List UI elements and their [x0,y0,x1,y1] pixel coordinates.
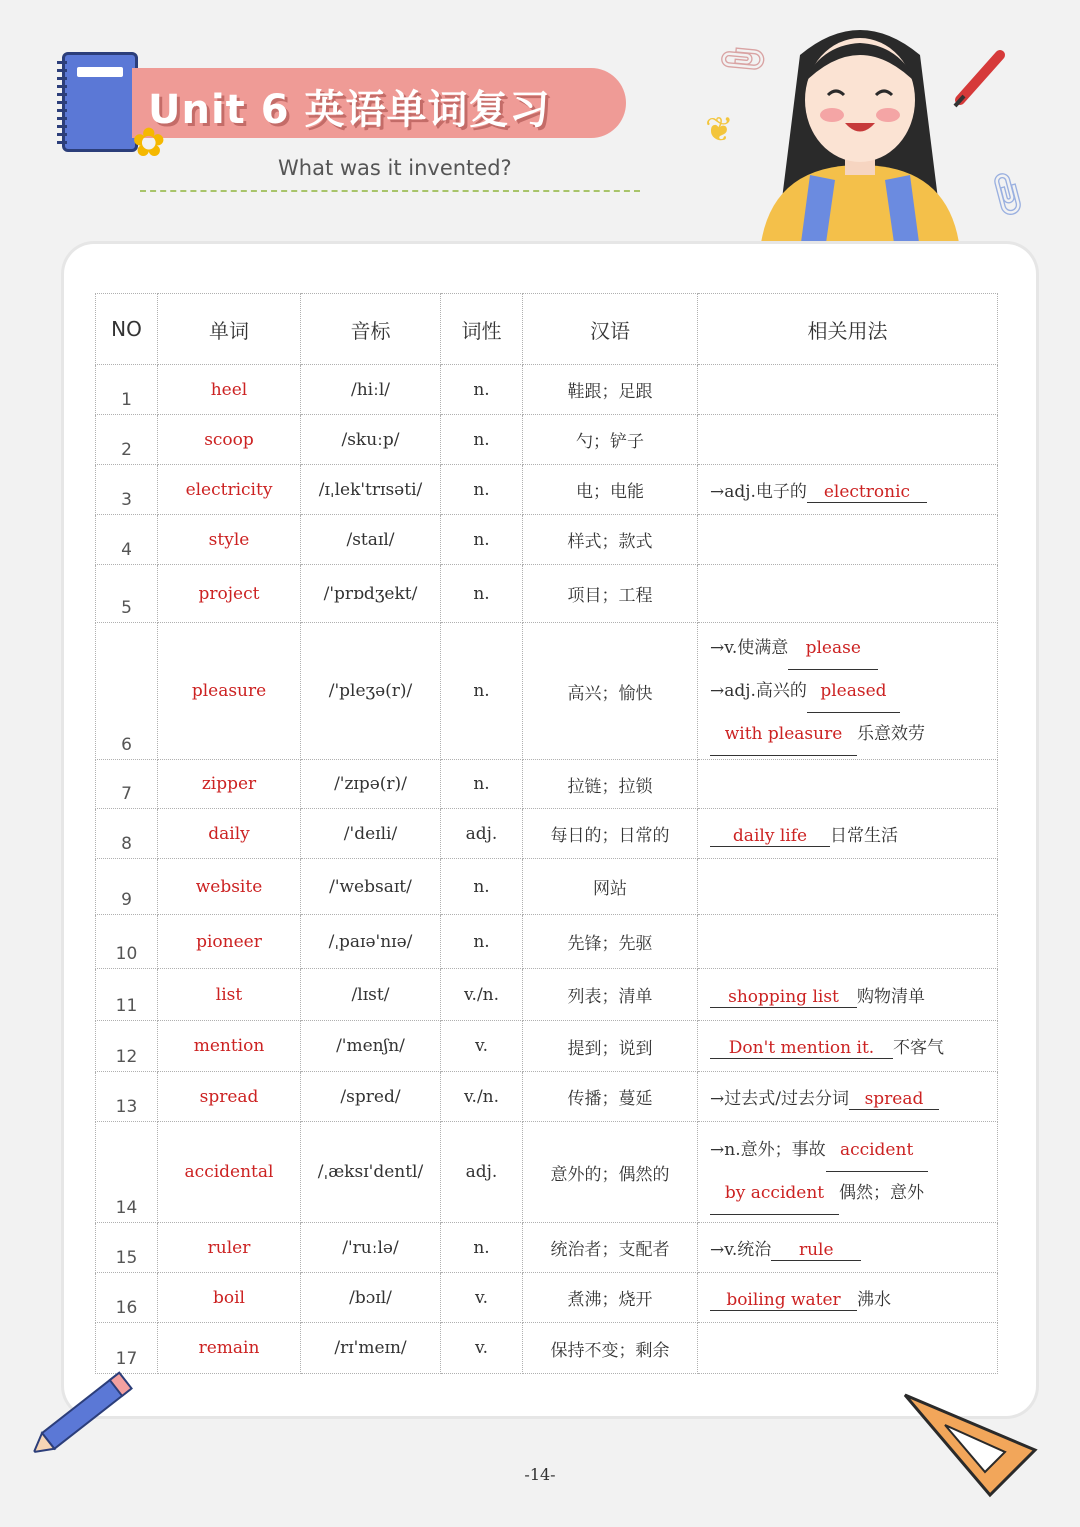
usage-answer: electronic [807,482,927,503]
word-cell: list [158,969,301,1021]
word-cell: accidental [158,1122,301,1223]
usage-prefix: →adj.高兴的 [710,680,807,701]
usage-answer: accident [826,1129,928,1172]
row-number: 5 [96,565,158,623]
usage-line [710,1033,997,1059]
usage-answer: rule [771,1240,861,1261]
usage-line [710,1235,997,1261]
pos-cell: n. [441,859,523,915]
chinese-cell: 项目；工程 [523,565,698,623]
usage-suffix: 偶然；意外 [839,1183,924,1203]
phonetic-cell: /ˌpaɪə'nɪə/ [301,915,441,969]
chinese-cell: 网站 [523,859,698,915]
phonetic-cell: /rɪ'meɪn/ [301,1323,441,1374]
usage-line [710,627,997,670]
usage-answer: please [788,627,878,670]
word-cell: style [158,515,301,565]
usage-cell [698,969,998,1021]
usage-suffix: 乐意效劳 [857,723,925,744]
pos-cell: v./n. [441,969,523,1021]
table-row [96,969,998,1021]
pos-cell: n. [441,623,523,760]
usage-prefix: →adj.电子的 [710,481,807,502]
row-number: 4 [96,515,158,565]
usage-line [710,821,997,847]
phonetic-cell: /bɔɪl/ [301,1273,441,1323]
table-row [96,915,998,969]
table-row [96,1021,998,1072]
table-row [96,623,998,760]
usage-cell [698,1122,998,1223]
usage-cell [698,859,998,915]
butterfly-icon: ❦ [705,110,734,150]
usage-cell [698,565,998,623]
chinese-cell: 提到；说到 [523,1021,698,1072]
pos-cell: v./n. [441,1072,523,1122]
word-cell: zipper [158,760,301,809]
usage-suffix: 日常生活 [830,825,898,846]
row-number: 2 [96,415,158,465]
phonetic-cell: /ɪˌlek'trɪsəti/ [301,465,441,515]
chinese-cell: 每日的；日常的 [523,809,698,859]
pos-cell: n. [441,760,523,809]
chinese-cell: 先锋；先驱 [523,915,698,969]
word-cell: electricity [158,465,301,515]
word-cell: pioneer [158,915,301,969]
pos-cell: n. [441,565,523,623]
table-row [96,1323,998,1374]
paperclip-icon: 📎︎ [714,30,773,90]
word-cell: ruler [158,1223,301,1273]
row-number: 16 [96,1273,158,1323]
chinese-cell: 勺；铲子 [523,415,698,465]
row-number: 9 [96,859,158,915]
pos-cell: v. [441,1021,523,1072]
table-row [96,1122,998,1223]
pos-cell: n. [441,915,523,969]
usage-line [710,1285,997,1311]
chinese-cell: 煮沸；烧开 [523,1273,698,1323]
usage-cell [698,465,998,515]
row-number: 17 [96,1323,158,1374]
usage-line [710,1172,997,1215]
word-cell: website [158,859,301,915]
usage-line [710,982,997,1008]
table-row [96,1273,998,1323]
usage-cell [698,915,998,969]
usage-cell [698,623,998,760]
usage-cell [698,1072,998,1122]
table-row [96,515,998,565]
phonetic-cell: /lɪst/ [301,969,441,1021]
usage-line [710,477,997,503]
usage-prefix: →v.使满意 [710,637,789,658]
usage-line [710,713,997,756]
phonetic-cell: /'menʃn/ [301,1021,441,1072]
row-number: 14 [96,1122,158,1223]
row-number: 10 [96,915,158,969]
usage-answer: by accident [710,1172,839,1215]
usage-cell [698,1273,998,1323]
pos-cell: n. [441,465,523,515]
chinese-cell: 鞋跟；足跟 [523,365,698,415]
table-row [96,465,998,515]
table-row [96,859,998,915]
usage-prefix: →v.统治 [710,1239,772,1260]
notebook-icon [62,52,138,152]
page-number: -14- [524,1465,556,1484]
usage-answer: Don't mention it. [710,1038,893,1059]
usage-cell [698,365,998,415]
row-number: 8 [96,809,158,859]
word-cell: spread [158,1072,301,1122]
page-subtitle: What was it invented? [278,156,512,180]
word-cell: boil [158,1273,301,1323]
pos-cell: v. [441,1273,523,1323]
phonetic-cell: /'ruːlə/ [301,1223,441,1273]
table-row [96,1072,998,1122]
header-phonetic: 音标 [301,294,441,365]
word-cell: mention [158,1021,301,1072]
chinese-cell: 高兴；愉快 [523,623,698,760]
phonetic-cell: /ˌæksɪ'dentl/ [301,1122,441,1223]
usage-suffix: 不客气 [893,1038,944,1058]
usage-answer: daily life [710,826,830,847]
usage-line [710,670,997,713]
usage-prefix: →过去式/过去分词 [710,1088,849,1109]
chinese-cell: 列表；清单 [523,969,698,1021]
girl-illustration [740,15,980,250]
word-cell: scoop [158,415,301,465]
page-title: Unit 6 英语单词复习 [148,87,551,133]
row-number: 7 [96,760,158,809]
chinese-cell: 传播；蔓延 [523,1072,698,1122]
chinese-cell: 样式；款式 [523,515,698,565]
pos-cell: n. [441,515,523,565]
table-row [96,415,998,465]
word-cell: remain [158,1323,301,1374]
phonetic-cell: /staɪl/ [301,515,441,565]
word-cell: heel [158,365,301,415]
phonetic-cell: /spred/ [301,1072,441,1122]
usage-answer: with pleasure [710,713,857,756]
word-cell: pleasure [158,623,301,760]
chinese-cell: 意外的；偶然的 [523,1122,698,1223]
usage-cell [698,1223,998,1273]
row-number: 15 [96,1223,158,1273]
table-row [96,1223,998,1273]
usage-cell [698,1021,998,1072]
pos-cell: adj. [441,809,523,859]
pos-cell: n. [441,365,523,415]
table-row [96,760,998,809]
usage-line [710,1129,997,1172]
row-number: 11 [96,969,158,1021]
paperclip-icon: 📎︎ [977,166,1036,224]
phonetic-cell: /'prɒdʒekt/ [301,565,441,623]
vocabulary-table [95,293,998,1374]
usage-suffix: 沸水 [857,1289,891,1310]
chinese-cell: 统治者；支配者 [523,1223,698,1273]
row-number: 13 [96,1072,158,1122]
chinese-cell: 电；电能 [523,465,698,515]
row-number: 12 [96,1021,158,1072]
phonetic-cell: /'zɪpə(r)/ [301,760,441,809]
header-chinese: 汉语 [523,294,698,365]
phonetic-cell: /'websaɪt/ [301,859,441,915]
header-pos: 词性 [441,294,523,365]
phonetic-cell: /'deɪli/ [301,809,441,859]
row-number: 1 [96,365,158,415]
usage-cell [698,1323,998,1374]
header-no: NO [96,294,158,365]
table-header-row [96,294,998,365]
word-cell: daily [158,809,301,859]
table-row [96,809,998,859]
pos-cell: n. [441,415,523,465]
phonetic-cell: /skuːp/ [301,415,441,465]
chinese-cell: 保持不变；剩余 [523,1323,698,1374]
row-number: 6 [96,623,158,760]
usage-cell [698,760,998,809]
phonetic-cell: /'pleʒə(r)/ [301,623,441,760]
chinese-cell: 拉链；拉锁 [523,760,698,809]
header-word: 单词 [158,294,301,365]
usage-suffix: 购物清单 [857,986,925,1007]
flower-icon: ✿ [132,120,166,166]
usage-answer: shopping list [710,987,857,1008]
header-usage: 相关用法 [698,294,998,365]
table-row [96,565,998,623]
pos-cell: v. [441,1323,523,1374]
usage-cell [698,415,998,465]
usage-answer: spread [849,1089,939,1110]
word-cell: project [158,565,301,623]
usage-answer: boiling water [710,1290,857,1311]
usage-cell [698,515,998,565]
table-row [96,365,998,415]
phonetic-cell: /hiːl/ [301,365,441,415]
usage-cell [698,809,998,859]
pos-cell: adj. [441,1122,523,1223]
usage-prefix: →n.意外；事故 [710,1140,826,1160]
row-number: 3 [96,465,158,515]
usage-line [710,1084,997,1110]
pos-cell: n. [441,1223,523,1273]
divider [140,190,640,192]
usage-answer: pleased [807,670,900,713]
